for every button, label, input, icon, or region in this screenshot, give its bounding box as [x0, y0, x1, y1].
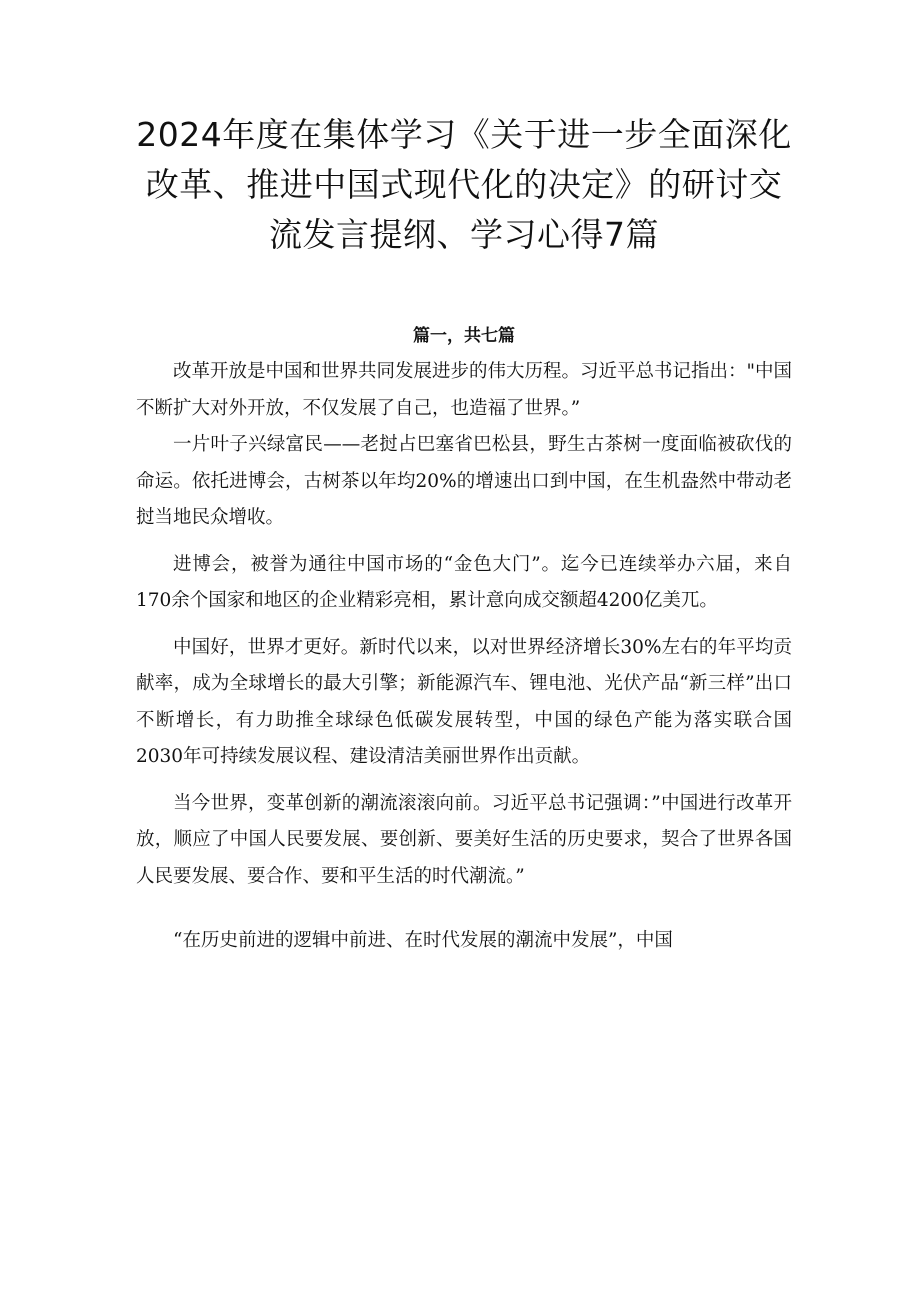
paragraph: “在历史前进的逻辑中前进、在时代发展的潮流中发展”，中国 — [173, 930, 673, 951]
title-line-1: 2024年度在集体学习《关于进一步全面深化 — [136, 115, 792, 154]
document-body — [136, 354, 792, 960]
paragraph: 进博会，被誉为通往中国市场的“金色大门”。迄今已连续举办六届，来自170余个国家和地区的企业精彩亮相，累计意向成交额超4200亿美兀。 — [136, 553, 792, 611]
title-line-3: 流发言提纲、学习心得7篇 — [269, 215, 659, 254]
title-line-2: 改革、推进中国式现代化的决定》的研讨交 — [145, 165, 783, 204]
paragraph: 改革开放是中国和世界共同发展进步的伟大历程。习近平总书记指出："中国不断扩大对外开放，不仅发展了自己，也造福了世界。” — [136, 361, 793, 419]
document-title — [136, 0, 792, 260]
section-heading: 篇一，共七篇 — [413, 326, 515, 346]
paragraph: 中国好，世界才更好。新时代以来，以对世界经济增长30%左右的年平均贡献率，成为全球增长的最大引擎；新能源汽车、锂电池、光伏产品“新三样”出口不断增长，有力助推全球绿色低碳发展转型，中国的绿色产能为落实联合国2030年可持续发展议程、建设清洁美丽世界作出贡献。 — [136, 636, 792, 767]
paragraph: 当今世界，变革创新的潮流滚滚向前。习近平总书记强调：”中国进行改革开放，顺应了中国人民要发展、要创新、要美好生活的历史要求，契合了世界各国人民要发展、要合作、要和平生活的时代潮流。” — [136, 792, 792, 887]
paragraph: 一片叶子兴绿富民——老挝占巴塞省巴松县，野生古茶树一度面临被砍伐的命运。依托进博会，古树茶以年均20%的增速出口到中国，在生机盎然中带动老挝当地民众增收。 — [136, 434, 792, 528]
